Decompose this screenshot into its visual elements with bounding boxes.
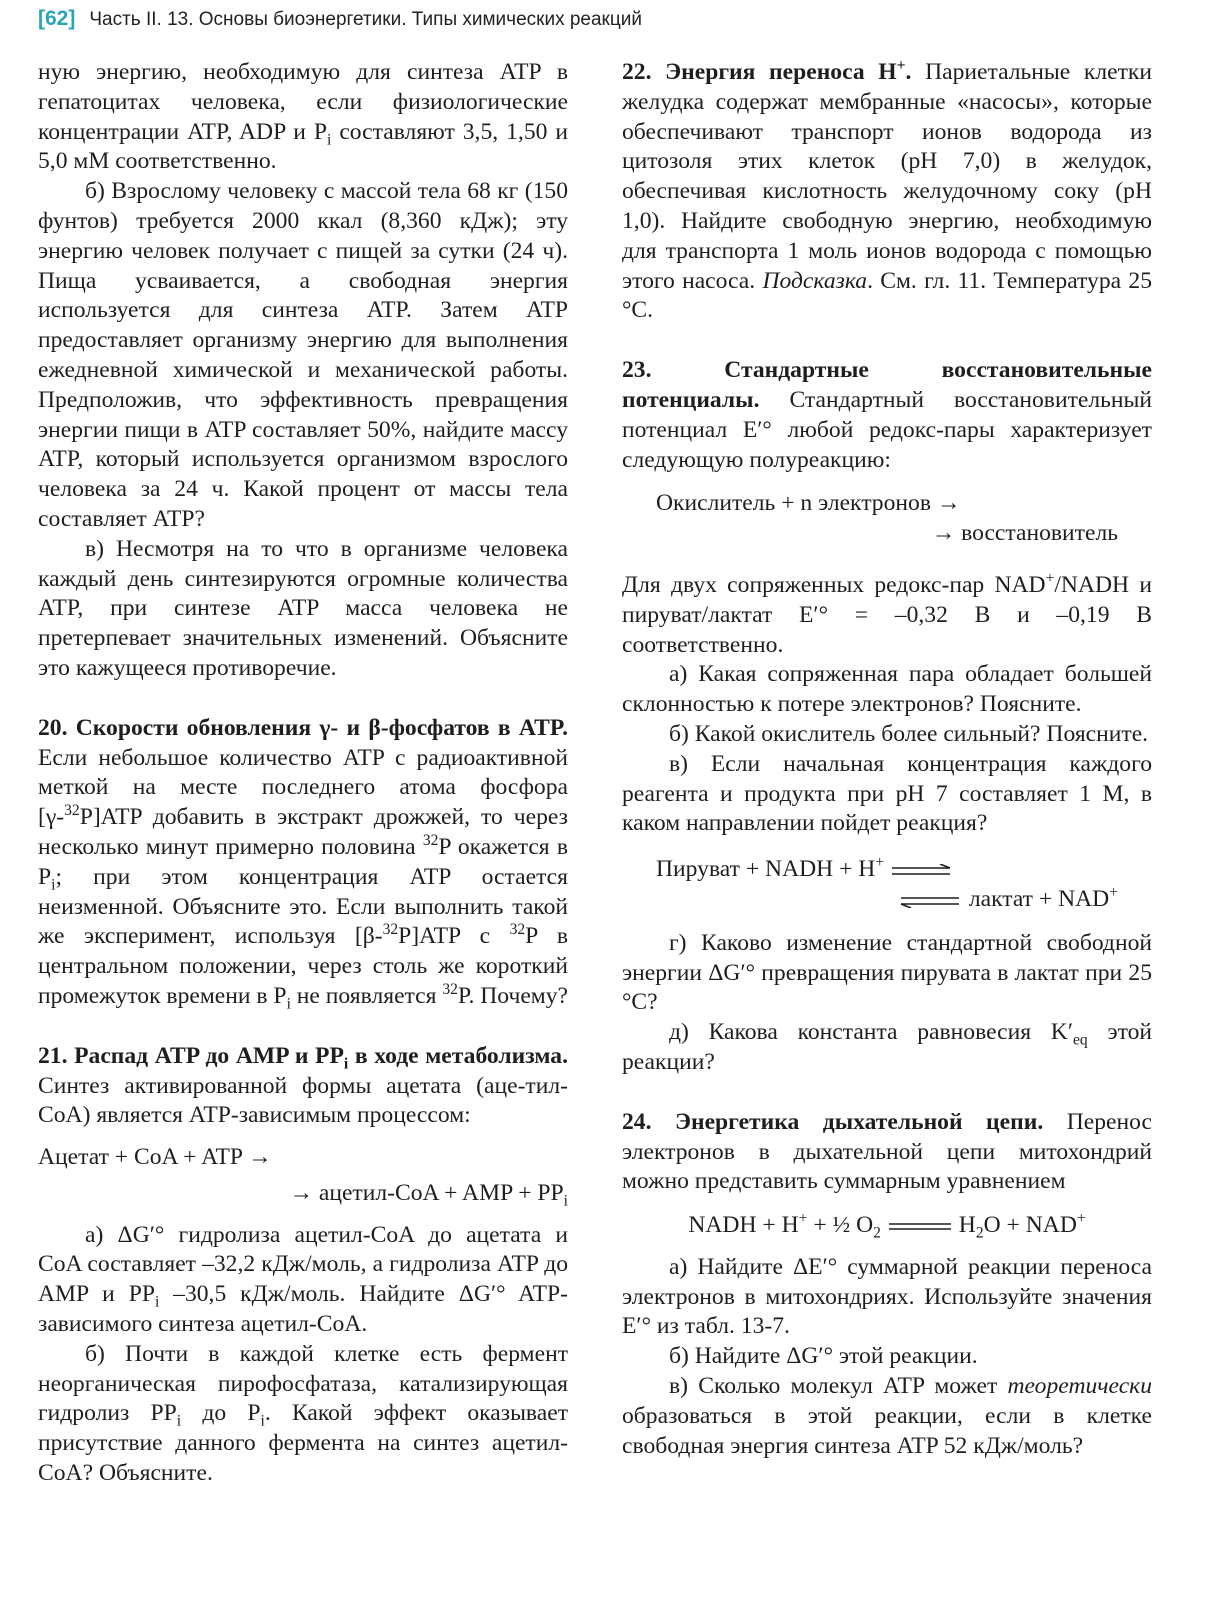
equilibrium-arrow-icon	[890, 864, 952, 878]
equilibrium-arrow-reverse-icon	[899, 894, 961, 908]
problem-23-part-d: г) Каково изменение стандартной свободной энергии ΔG′° превращения пирувата в лактат при 25 °C?	[622, 929, 1152, 1016]
problem-21-part-b: б) Почти в каждой клетке есть фермент неорганическая пирофосфатаза, катализирующая гидролиз $PP_i$ до $P_i$. Какой эффект оказывает присутствие данного фермента на синтез ацетил-CoA? Объясните.	[38, 1340, 569, 1487]
problem-21-part-a: а) ΔG′° гидролиза ацетил-CoA до ацетата и CoA составляет –32,2 кДж/моль, а гидролиза ATP до AMP и $PP_i$ –30,5 кДж/моль. Найдите ΔG′° ATP-зависимого синтеза ацетил-CoA.	[38, 1221, 568, 1338]
problem-23-part-a: а) Какая сопряженная пара обладает большей склонностью к потере электронов? Поясните.	[622, 661, 1152, 718]
problem-23-part-c: в) Если начальная концентрация каждого реагента и продукта при pH 7 составляет 1 М, в каком направлении пойдет реакция?	[622, 750, 1152, 837]
problem-21: 21. Распад ATP до AMP и $PP_i$ в ходе метаболизма. Синтез активированной формы ацетата (аце-тил-CoA) является ATP-зависимым процессом:	[38, 1042, 568, 1129]
paragraph-part-c: в) Несмотря на то что в организме человека каждый день синтезируются огромные количества ATP, при синтезе ATP масса человека не претерпевает значительных изменений. Объясните это кажущееся противоречие.	[38, 535, 568, 681]
paragraph-part-b: б) Взрослому человеку с массой тела 68 кг (150 фунтов) требуется 2000 ккал (8,360 кДж); эту энергию человек получает с пищей за сутки (24 ч). Пища усваивается, а свободная энергия используется для синтеза ATP. Затем ATP предоставляет организму энергию для выполнения ежедневной химической и механической работы. Предположив, что эффективность превращения энергии пищи в ATP составляет 50%, найдите массу ATP, который используется организмом взрослого человека за 24 ч. Какой процент от массы тела составляет ATP?	[38, 178, 568, 532]
equation-pyruvate-lactate: Пируват + NADH + H+ лактат + NAD+	[656, 854, 1118, 912]
problem-24-title: 24. Энергетика дыхательной цепи.	[622, 1108, 1044, 1135]
equation-half-reaction: Окислитель + n электронов → → восстановитель	[656, 490, 1118, 547]
problem-24-part-c: в) Сколько молекул ATP может теоретически образоваться в этой реакции, если в клетке свободная энергия синтеза ATP 52 кДж/моль?	[622, 1373, 1152, 1459]
page-number: [62]	[38, 7, 76, 30]
problem-22: 22. Энергия переноса H+. Париетальные клетки желудка содержат мембранные «насосы», которые обеспечивают транспорт ионов водорода из цитозоля этих клеток (pH 7,0) в желудок, обеспечивая кислотность желудочному соку (pH 1,0). Найдите свободную энергию, необходимую для транспорта 1 моль ионов водорода с помощью этого насоса. Подсказка. См. гл. 11. Температура 25 °C.	[622, 57, 1152, 324]
paragraph-continued: ную энергию, необходимую для синтеза ATP в гепатоцитах человека, если физиологические концентрации ATP, ADP и $P_i$ составляют 3,5, 1,50 и 5,0 мМ соответственно.	[38, 59, 568, 175]
equation-respiratory-chain: NADH + H+ + ½ $O_2$ $H_2O + NAD^+$	[688, 1210, 1086, 1242]
problem-24: 24. Энергетика дыхательной цепи. Перенос электронов в дыхательной цепи митохондрий можно представить суммарным уравнением	[622, 1108, 1152, 1195]
problem-20-title: 20. Скорости обновления γ- и β-фосфатов в ATP.	[38, 714, 568, 741]
reaction-arrow-icon	[887, 1221, 953, 1233]
problem-20: 20. Скорости обновления γ- и β-фосфатов в ATP. Если небольшое количество ATP с радиоактивной меткой на месте последнего атома фосфора [γ-$^{32}$P]ATP добавить в экстракт дрожжей, то через несколько минут примерно половина $^{32}$P окажется в $P_i$; при этом концентрация ATP остается неизменной. Объясните это. Если выполнить такой же эксперимент, используя [β-$^{32}$P]ATP с $^{32}$P в центральном положении, через столь же короткий промежуток времени в $P_i$ не появляется $^{32}$P. Почему?	[38, 714, 569, 1013]
problem-21-title: 21. Распад ATP до AMP и $PP_i$ в ходе метаболизма.	[38, 1042, 568, 1073]
running-header	[38, 4, 642, 34]
problem-23-title: 23. Стандартные восстановительные потенциалы.	[622, 357, 1152, 413]
problem-23: 23. Стандартные восстановительные потенциалы. Стандартный восстановительный потенциал E′° любой редокс-пары характеризует следующую полуреакцию:	[622, 357, 1152, 473]
equation-acetyl-coa: Ацетат + CoA + ATP → → ацетил-CoA + AMP + $PP_i$	[38, 1144, 568, 1210]
problem-23-part-b: б) Какой окислитель более сильный? Поясните.	[669, 720, 1149, 747]
problem-23-intro: Для двух сопряженных редокс-пар NAD+/NADH и пируват/лактат E′° = –0,32 В и –0,19 В соответственно.	[622, 570, 1152, 658]
problem-24-part-b: б) Найдите ΔG′° этой реакции.	[669, 1343, 978, 1370]
problem-22-title: 22. Энергия переноса H+.	[622, 57, 912, 85]
left-column	[38, 58, 568, 1489]
running-title: Часть II. 13. Основы биоэнергетики. Типы химических реакций	[89, 9, 642, 30]
problem-24-part-a: а) Найдите ΔE′° суммарной реакции переноса электронов в митохондриях. Используйте значения E′° из табл. 13-7.	[622, 1253, 1152, 1340]
problem-23-part-e: д) Какова константа равновесия $K'_{eq}$ этой реакции?	[622, 1019, 1152, 1075]
right-column	[622, 58, 1152, 1461]
